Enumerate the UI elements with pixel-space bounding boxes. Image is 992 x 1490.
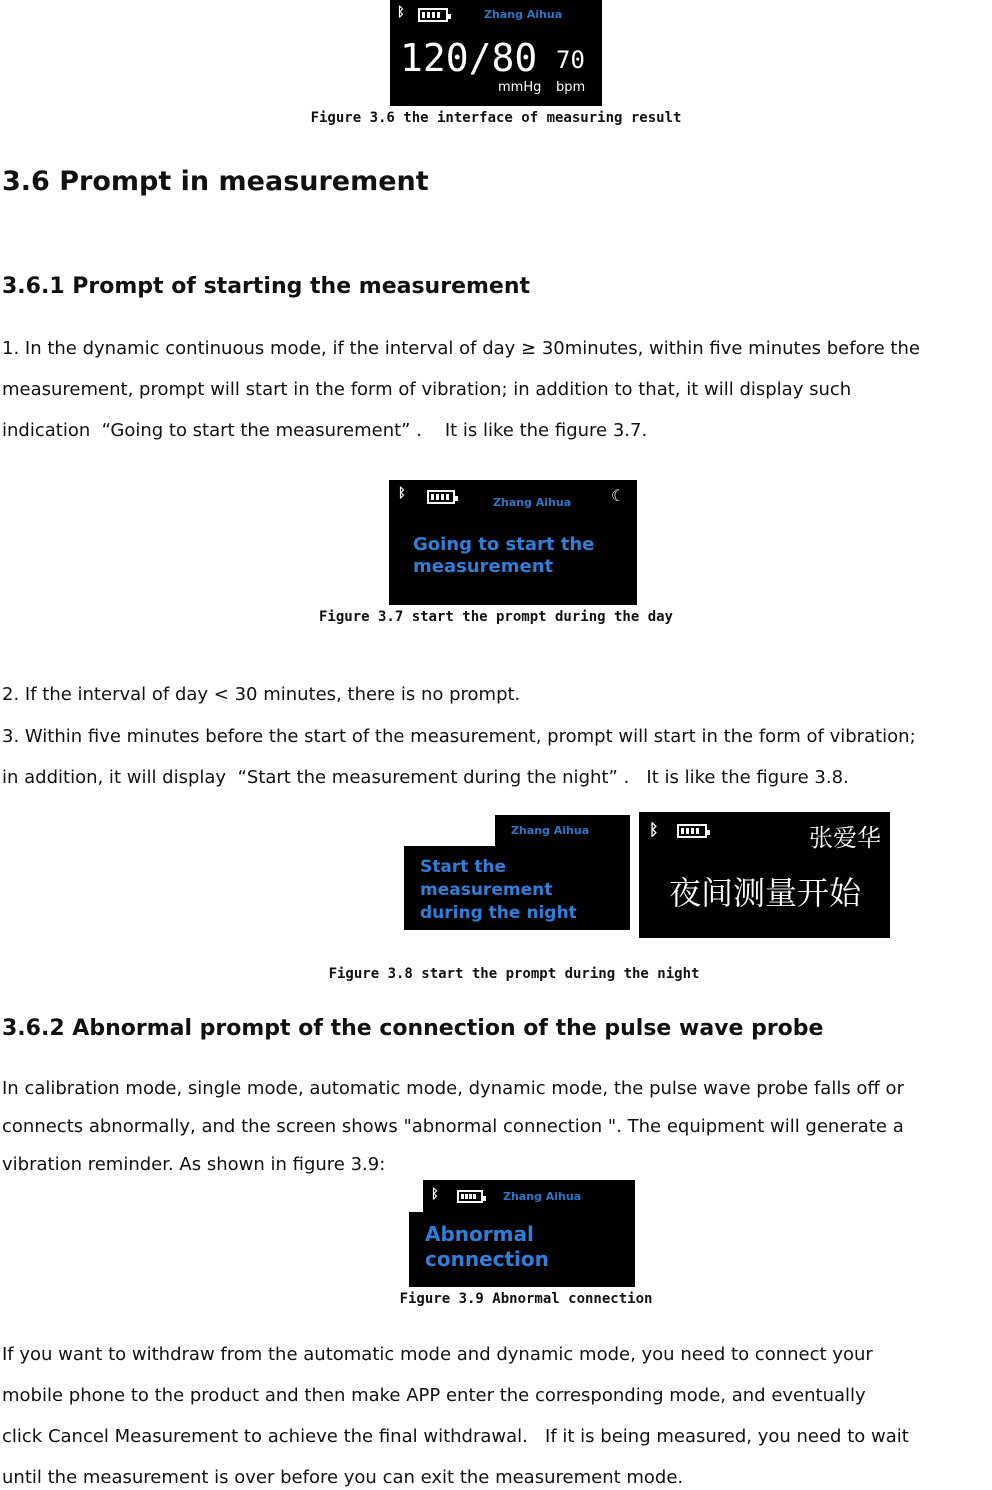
figure-3-8-caption: Figure 3.8 start the prompt during the night bbox=[328, 966, 700, 982]
bluetooth-icon: ᛒ bbox=[431, 1187, 439, 1202]
figure-3-9-status-bar bbox=[423, 1180, 635, 1213]
final-paragraph-line: click Cancel Measurement to achieve the final withdrawal. If it is being measured, you need to wait bbox=[2, 1426, 909, 1447]
section-3-6-title: 3.6 Prompt in measurement bbox=[2, 166, 429, 197]
figure-3-6-screen bbox=[390, 0, 602, 106]
user-name-cn: 张爱华 bbox=[809, 824, 881, 852]
bluetooth-icon: ᛒ bbox=[649, 820, 659, 839]
section-3-6-2-title: 3.6.2 Abnormal prompt of the connection of the pulse wave probe bbox=[2, 1016, 824, 1041]
user-name: Zhang Aihua bbox=[484, 8, 563, 21]
user-name: Zhang Aihua bbox=[511, 824, 590, 837]
start-prompt bbox=[413, 534, 594, 577]
night-prompt-en bbox=[420, 856, 577, 925]
paragraph-3-line: 3. Within five minutes before the start of the measurement, prompt will start in the form of vibration; bbox=[2, 726, 916, 747]
figure-3-8-screen-en bbox=[404, 846, 630, 930]
user-name: Zhang Aihua bbox=[493, 496, 572, 509]
figure-3-9-screen bbox=[409, 1212, 635, 1287]
battery-icon bbox=[418, 8, 448, 22]
figure-3-8-screen-cn bbox=[639, 812, 890, 938]
abnormal-prompt bbox=[425, 1222, 549, 1272]
prompt-line: Abnormal bbox=[425, 1222, 534, 1246]
figure-3-8-name-bar bbox=[495, 815, 630, 847]
battery-icon bbox=[677, 824, 707, 838]
paragraph-1-line: indication “Going to start the measurement” . It is like the figure 3.7. bbox=[2, 420, 648, 441]
moon-icon: ☾ bbox=[611, 486, 626, 505]
paragraph-line: In calibration mode, single mode, automatic mode, dynamic mode, the pulse wave probe falls off or bbox=[2, 1078, 904, 1099]
prompt-line: measurement bbox=[413, 555, 554, 577]
figure-3-7-screen bbox=[389, 480, 637, 605]
battery-icon bbox=[457, 1190, 483, 1203]
figure-3-6-caption: Figure 3.6 the interface of measuring result bbox=[310, 110, 682, 126]
hr-value: 70 bbox=[556, 46, 585, 74]
paragraph-1-line: measurement, prompt will start in the form of vibration; in addition to that, it will display such bbox=[2, 379, 852, 400]
night-prompt-cn: 夜间测量开始 bbox=[669, 874, 862, 912]
prompt-line: Start the bbox=[420, 857, 507, 877]
final-paragraph-line: mobile phone to the product and then make APP enter the corresponding mode, and eventually bbox=[2, 1385, 866, 1406]
final-paragraph-line: until the measurement is over before you can exit the measurement mode. bbox=[2, 1467, 684, 1488]
paragraph-line: vibration reminder. As shown in figure 3.9: bbox=[2, 1154, 386, 1175]
user-name: Zhang Aihua bbox=[503, 1190, 582, 1203]
paragraph-2: 2. If the interval of day < 30 minutes, there is no prompt. bbox=[2, 684, 521, 705]
prompt-line: during the night bbox=[420, 903, 577, 923]
battery-icon bbox=[427, 490, 455, 504]
bp-value: 120/80 bbox=[400, 36, 538, 80]
hr-unit: bpm bbox=[556, 80, 586, 95]
bluetooth-icon: ᛒ bbox=[398, 486, 406, 501]
figure-3-9-caption: Figure 3.9 Abnormal connection bbox=[399, 1291, 653, 1307]
paragraph-line: connects abnormally, and the screen shows "abnormal connection ". The equipment will generate a bbox=[2, 1116, 904, 1137]
paragraph-1-line: 1. In the dynamic continuous mode, if the interval of day ≥ 30minutes, within five minutes before the bbox=[2, 338, 920, 359]
bp-unit: mmHg bbox=[498, 80, 542, 95]
paragraph-3-line: in addition, it will display “Start the measurement during the night” . It is like the figure 3.8. bbox=[2, 767, 849, 788]
section-3-6-1-title: 3.6.1 Prompt of starting the measurement bbox=[2, 274, 531, 299]
final-paragraph-line: If you want to withdraw from the automatic mode and dynamic mode, you need to connect your bbox=[2, 1344, 873, 1365]
figure-3-7-caption: Figure 3.7 start the prompt during the day bbox=[318, 609, 673, 625]
prompt-line: Going to start the bbox=[413, 534, 595, 555]
prompt-line: measurement bbox=[420, 880, 553, 900]
prompt-line: connection bbox=[425, 1247, 549, 1271]
bluetooth-icon: ᛒ bbox=[397, 5, 405, 20]
